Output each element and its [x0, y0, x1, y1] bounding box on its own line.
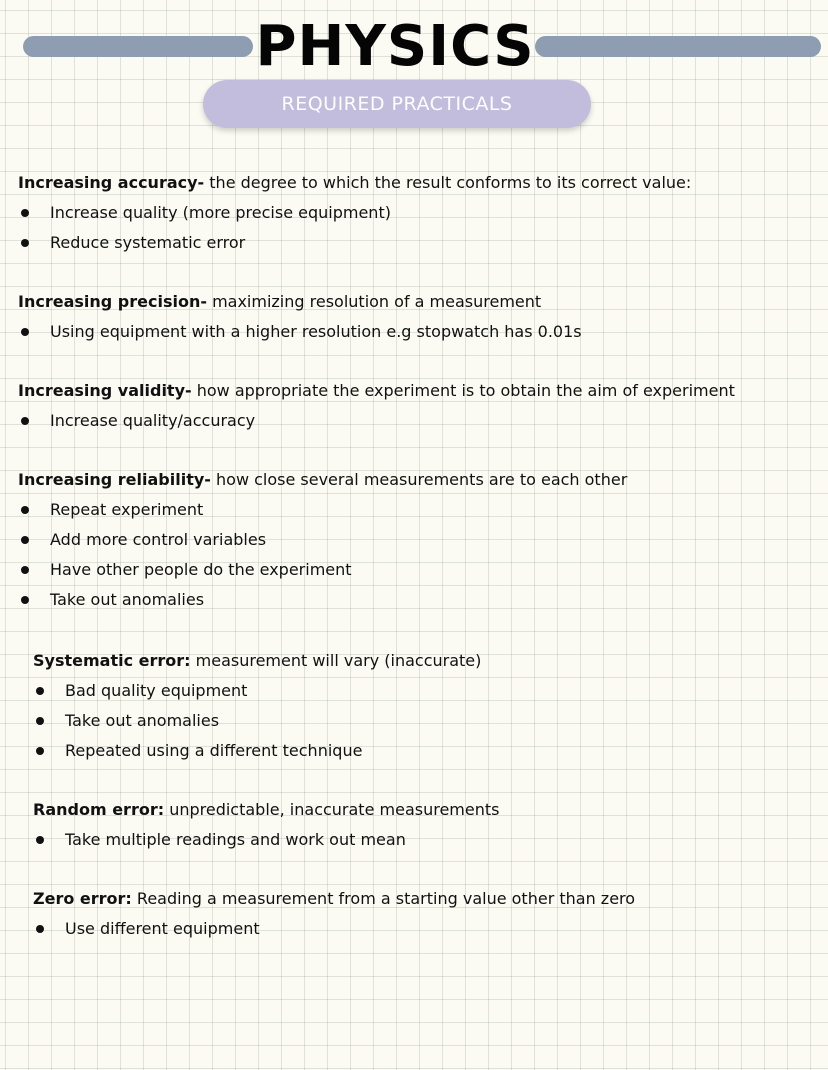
list-item: Increase quality (more precise equipment): [18, 198, 818, 228]
section-definition: unpredictable, inaccurate measurements: [164, 800, 500, 819]
page-title: PHYSICS: [255, 14, 535, 79]
section-term: Increasing validity-: [18, 381, 192, 400]
section-term: Zero error:: [33, 889, 132, 908]
section-term: Systematic error:: [33, 651, 191, 670]
section-heading: [18, 168, 818, 198]
section-random-error: [33, 795, 818, 855]
list-item: Repeated using a different technique: [33, 736, 818, 766]
section-heading: [18, 465, 818, 495]
section-term: Random error:: [33, 800, 165, 819]
list-item: Have other people do the experiment: [18, 555, 818, 585]
list-item: Take out anomalies: [18, 585, 818, 615]
section-definition: measurement will vary (inaccurate): [190, 651, 482, 670]
section-heading: [18, 287, 818, 317]
list-item: Take multiple readings and work out mean: [33, 825, 818, 855]
decorative-bar-left: [23, 36, 253, 57]
bullet-list: [18, 317, 818, 347]
list-item: Increase quality/accuracy: [18, 406, 818, 436]
section-definition: how close several measurements are to each other: [210, 470, 628, 489]
section-heading: [33, 646, 818, 676]
section-systematic-error: [33, 646, 818, 766]
bullet-list: [33, 825, 818, 855]
list-item: Take out anomalies: [33, 706, 818, 736]
section-term: Increasing reliability-: [18, 470, 211, 489]
page-subtitle-pill: REQUIRED PRACTICALS: [203, 80, 591, 128]
list-item: Use different equipment: [33, 914, 818, 944]
list-item: Bad quality equipment: [33, 676, 818, 706]
bullet-list: [33, 914, 818, 944]
bullet-list: [18, 198, 818, 258]
bullet-list: [18, 495, 818, 615]
section-accuracy: [18, 168, 818, 258]
section-precision: [18, 287, 818, 347]
section-heading: [18, 376, 818, 406]
list-item: Repeat experiment: [18, 495, 818, 525]
section-definition: maximizing resolution of a measurement: [206, 292, 542, 311]
section-definition: the degree to which the result conforms to its correct value:: [204, 173, 692, 192]
section-definition: how appropriate the experiment is to obtain the aim of experiment: [191, 381, 735, 400]
list-item: Reduce systematic error: [18, 228, 818, 258]
bullet-list: [33, 676, 818, 766]
bullet-list: [18, 406, 818, 436]
list-item: Add more control variables: [18, 525, 818, 555]
section-term: Increasing precision-: [18, 292, 207, 311]
list-item: Using equipment with a higher resolution e.g stopwatch has 0.01s: [18, 317, 818, 347]
section-zero-error: [33, 884, 818, 944]
section-definition: Reading a measurement from a starting value other than zero: [131, 889, 636, 908]
section-validity: [18, 376, 818, 436]
decorative-bar-right: [535, 36, 821, 57]
section-reliability: [18, 465, 818, 615]
section-term: Increasing accuracy-: [18, 173, 205, 192]
notes-content: [18, 168, 818, 944]
section-heading: [33, 884, 818, 914]
section-heading: [33, 795, 818, 825]
